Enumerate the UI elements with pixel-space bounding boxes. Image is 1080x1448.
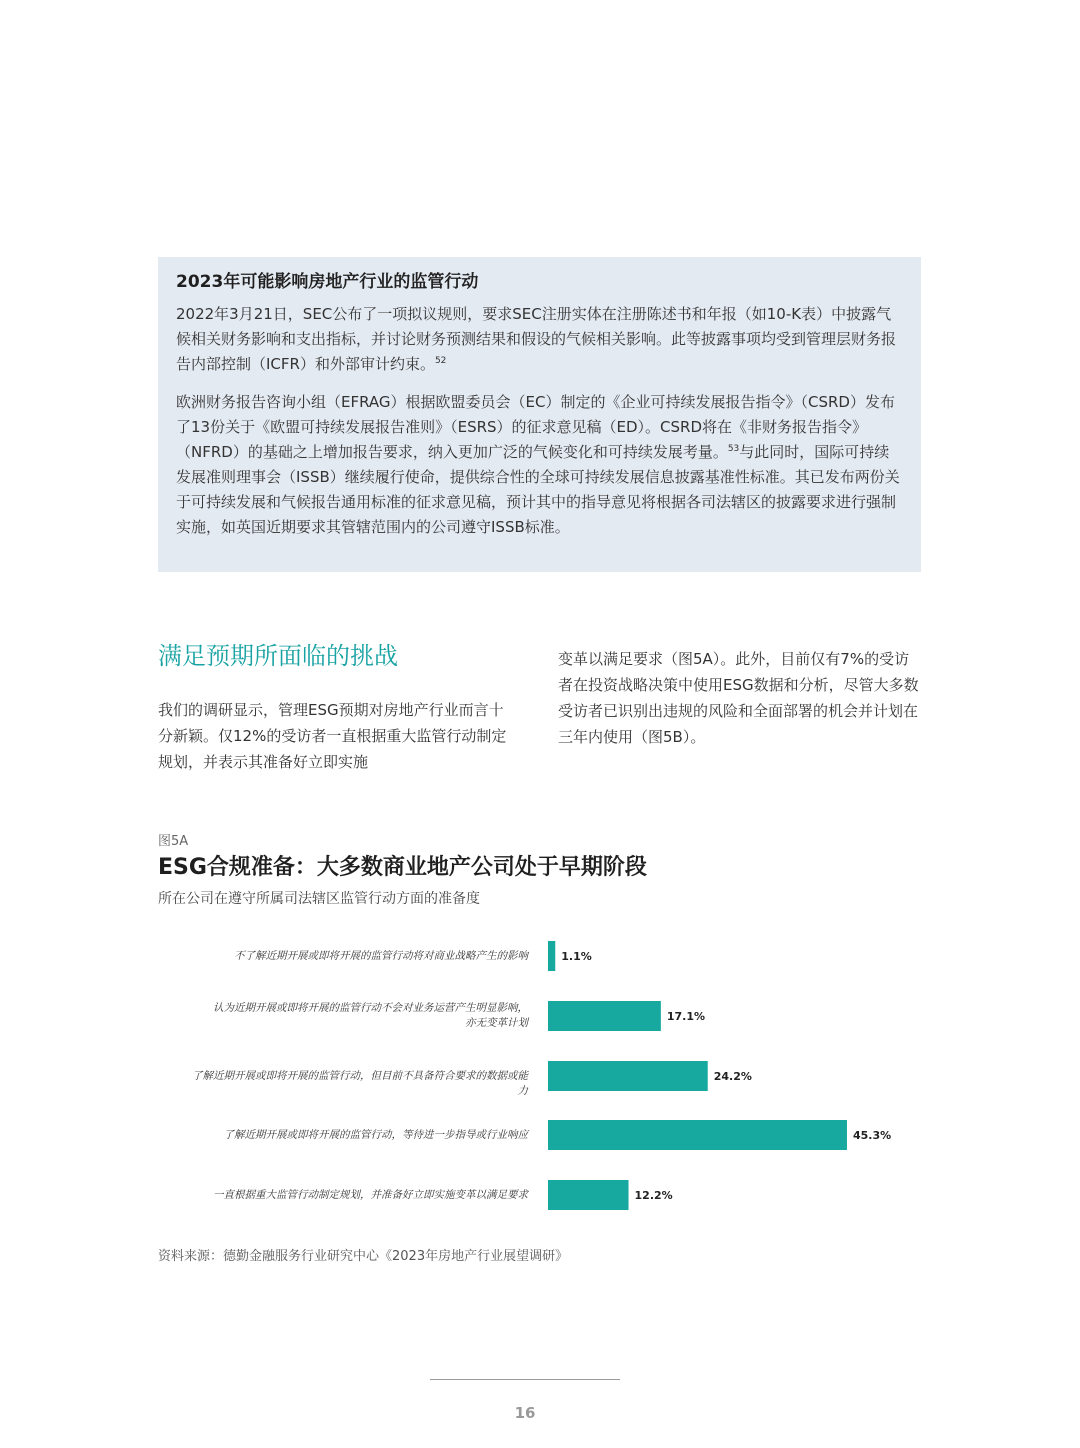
- figure-title: ESG合规准备：大多数商业地产公司处于早期阶段: [158, 855, 647, 880]
- footnote-ref-53: 53: [727, 444, 740, 454]
- bar-2: [548, 1001, 661, 1031]
- category-label-2: [188, 1001, 528, 1031]
- callout-paragraph-2-text-b: 与此同时，国际可持续发展准则理事会（ISSB）继续履行使命，提供综合性的全球可持续发展信息披露基准性标准。其已发布两份关于可持续发展和气候报告通用标准的征求意见稿，预计其中的指导意见将根据各司法辖区的披露要求进行强制实施，如英国近期要求其管辖范围内的公司遵守ISSB标准。: [176, 443, 900, 536]
- section-heading: 满足预期所面临的挑战: [158, 642, 398, 670]
- bar-value-label-1: 1.1%: [561, 950, 592, 963]
- esg-readiness-bar-chart: [158, 930, 938, 1220]
- bar-1: [548, 941, 555, 971]
- bar-value-label-3: 24.2%: [713, 1070, 752, 1083]
- category-label-1: [188, 949, 528, 964]
- source-note: 资料来源：德勤金融服务行业研究中心《2023年房地产行业展望调研》: [158, 1249, 569, 1264]
- category-label-line: 认为近期开展或即将开展的监管行动不会对业务运营产生明显影响，: [213, 1002, 528, 1014]
- bar-5: [548, 1180, 629, 1210]
- category-label-line: 了解近期开展或即将开展的监管行动，等待进一步指导或行业响应: [223, 1128, 528, 1141]
- page-number: 16: [514, 1404, 536, 1422]
- footer-divider: [430, 1379, 620, 1380]
- category-label-line: 一直根据重大监管行动制定规划，并准备好立即实施变革以满足要求: [213, 1188, 528, 1201]
- bar-3: [548, 1061, 708, 1091]
- figure-subtitle: 所在公司在遵守所属司法辖区监管行动方面的准备度: [158, 891, 480, 907]
- body-text-right-column: 变革以满足要求（图5A）。此外，目前仅有7%的受访者在投资战略决策中使用ESG数据和分析，尽管大多数受访者已识别出违规的风险和全面部署的机会并计划在三年内使用（图5B）。: [558, 650, 919, 746]
- footnote-ref-52: 52: [434, 356, 447, 366]
- body-text-left-column: 我们的调研显示，管理ESG预期对房地产行业而言十分新颖。仅12%的受访者一直根据重大监管行动制定规划，并表示其准备好立即实施: [158, 701, 507, 771]
- category-label-line: 亦无变革计划: [465, 1017, 528, 1029]
- figure-label: 图5A: [158, 834, 189, 849]
- callout-paragraph-1: [176, 302, 903, 377]
- bar-value-label-2: 17.1%: [666, 1010, 706, 1023]
- regulatory-callout-box: [158, 257, 921, 572]
- callout-title: 2023年可能影响房地产行业的监管行动: [176, 272, 479, 292]
- category-label-5: [188, 1188, 528, 1203]
- callout-paragraph-2-text-a: 欧洲财务报告咨询小组（EFRAG）根据欧盟委员会（EC）制定的《企业可持续发展报告指令》（CSRD）发布了13份关于《欧盟可持续发展报告准则》（ESRS）的征求意见稿（ED）。CSRD将在《非财务报告指令》（NFRD）的基础之上增加报告要求，纳入更加广泛的气候变化和可持续发展考量。: [176, 393, 895, 461]
- callout-paragraph-2: [176, 390, 903, 540]
- category-label-line: 了解近期开展或即将开展的监管行动，但目前不具备符合要求的数据或能力: [192, 1069, 528, 1097]
- callout-paragraph-1-text: 2022年3月21日，SEC公布了一项拟议规则，要求SEC注册实体在注册陈述书和年报（如10-K表）中披露气候相关财务影响和支出指标，并讨论财务预测结果和假设的气候相关影响。此等披露事项均受到管理层财务报告内部控制（ICFR）和外部审计约束。: [176, 305, 897, 373]
- category-label-4: [188, 1128, 528, 1143]
- bar-value-label-4: 45.3%: [852, 1129, 892, 1142]
- category-label-line: 不了解近期开展或即将开展的监管行动将对商业战略产生的影响: [234, 949, 528, 962]
- bar-4: [548, 1120, 847, 1150]
- category-label-3: [188, 1069, 528, 1099]
- bar-value-label-5: 12.2%: [634, 1189, 673, 1202]
